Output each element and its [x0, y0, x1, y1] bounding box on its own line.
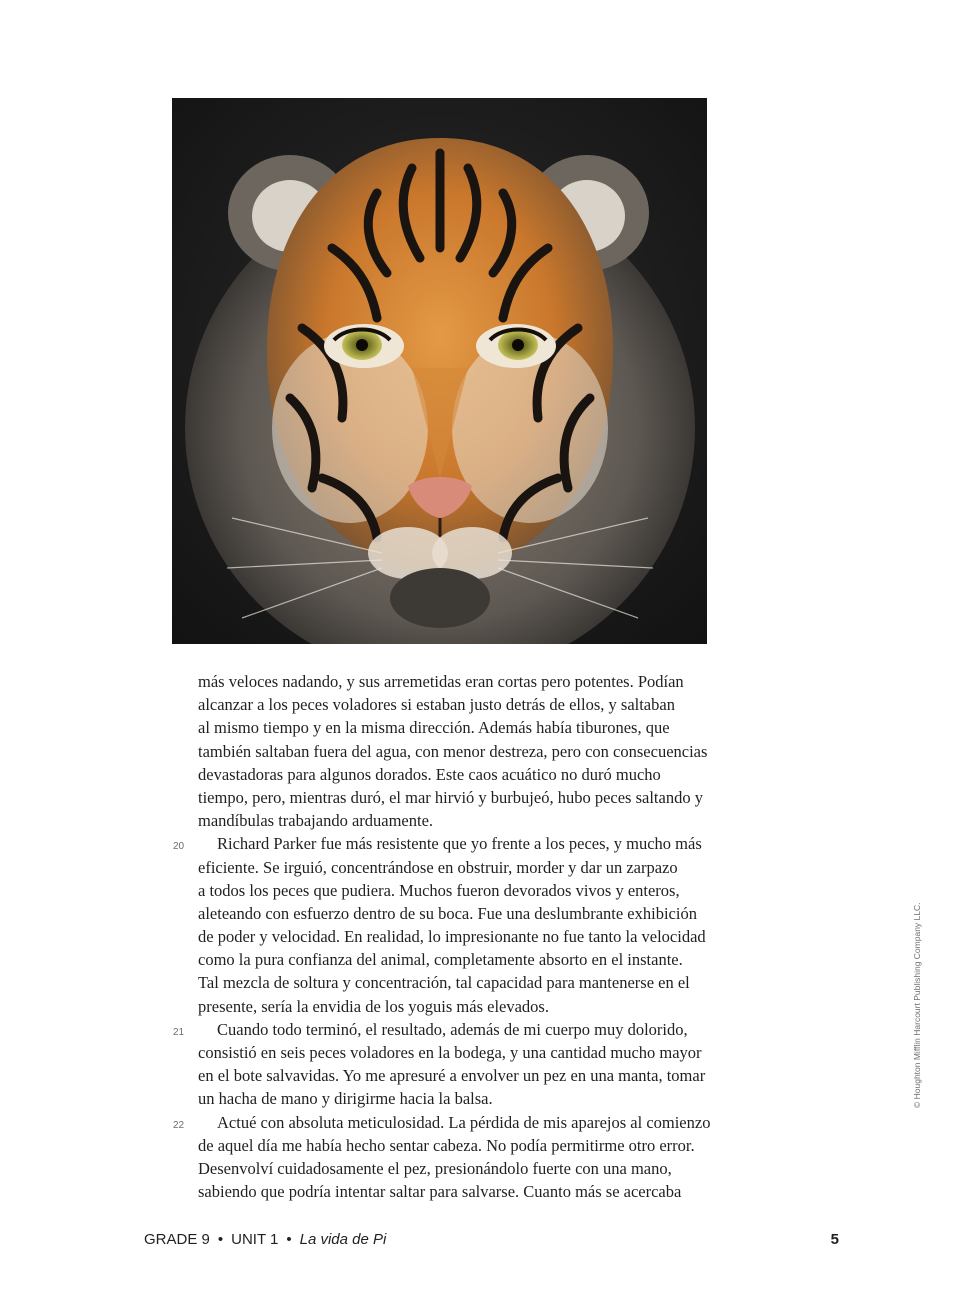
- body-text: [173, 670, 798, 1203]
- page-number: 5: [830, 1231, 839, 1248]
- text-line: [198, 948, 798, 971]
- text-line: [198, 856, 798, 879]
- text-line: [198, 925, 798, 948]
- line-text: más veloces nadando, y sus arremetidas eran cortas pero potentes. Podían: [198, 672, 684, 691]
- text-line: [198, 1041, 798, 1064]
- text-line: [198, 971, 798, 994]
- line-text: consistió en seis peces voladores en la bodega, y una cantidad mucho mayor: [198, 1043, 702, 1062]
- tiger-photo: [172, 98, 707, 644]
- line-text: tiempo, pero, mientras duró, el mar hirvió y burbujeó, hubo peces saltando y: [198, 787, 703, 807]
- text-line: [173, 1111, 798, 1134]
- footer-bullet-1: •: [217, 1231, 224, 1248]
- line-text: de poder y velocidad. En realidad, lo impresionante no fue tanto la velocidad: [198, 927, 706, 947]
- footer-bullet-2: •: [286, 1231, 292, 1248]
- line-text: al mismo tiempo y en la misma dirección. Además había tiburones, que: [198, 718, 670, 738]
- text-line: [198, 740, 798, 763]
- text-line: [198, 693, 798, 716]
- text-line: [198, 1087, 798, 1110]
- line-text: de aquel día me había hecho sentar cabeza. No podía permitirme otro error.: [198, 1135, 695, 1155]
- line-text: presente, sería la envidia de los yoguis más elevados.: [198, 996, 549, 1016]
- text-line: [198, 1157, 798, 1180]
- line-text: sabiendo que podría intentar saltar para salvarse. Cuanto más se acercaba: [198, 1182, 682, 1202]
- text-line: [173, 1018, 798, 1041]
- line-text: Richard Parker fue más resistente que yo frente a los peces, y mucho más: [217, 834, 702, 854]
- text-line: [198, 716, 798, 739]
- footer-title: La vida de Pi: [299, 1231, 387, 1248]
- tiger-face-illustration: [172, 98, 707, 644]
- line-text: a todos los peces que pudiera. Muchos fueron devorados vivos y enteros,: [198, 880, 680, 900]
- text-line: [198, 879, 798, 902]
- line-text: mandíbulas trabajando arduamente.: [198, 811, 434, 831]
- text-line: [198, 902, 798, 925]
- text-line: [198, 670, 798, 693]
- line-text: eficiente. Se irguió, concentrándose en obstruir, morder y dar un zarpazo: [198, 857, 678, 877]
- line-text: devastadoras para algunos dorados. Este caos acuático no duró mucho: [198, 764, 661, 784]
- line-text: un hacha de mano y dirigirme hacia la balsa.: [198, 1089, 493, 1109]
- footer-grade: GRADE 9: [144, 1231, 210, 1248]
- text-line: [198, 786, 798, 809]
- text-line: [173, 832, 798, 855]
- text-line: [198, 1134, 798, 1157]
- line-text: Actué con absoluta meticulosidad. La pérdida de mis aparejos al comienzo: [217, 1112, 711, 1132]
- page-footer: [144, 1231, 839, 1253]
- footer-unit: UNIT 1: [231, 1231, 279, 1248]
- line-text: Tal mezcla de soltura y concentración, tal capacidad para mantenerse en el: [198, 973, 690, 993]
- line-text: aleteando con esfuerzo dentro de su boca. Fue una deslumbrante exhibición: [198, 903, 697, 923]
- paragraph-number: 22: [173, 1119, 185, 1131]
- line-text: Cuando todo terminó, el resultado, además de mi cuerpo muy dolorido,: [217, 1019, 688, 1039]
- paragraph-number: 21: [173, 1026, 185, 1038]
- text-line: [198, 995, 798, 1018]
- footer-breadcrumb: [144, 1231, 386, 1248]
- text-line: [198, 809, 798, 832]
- line-text: como la pura confianza del animal, completamente absorto en el instante.: [198, 950, 683, 970]
- line-text: en el bote salvavidas. Yo me apresuré a envolver un pez en una manta, tomar: [198, 1066, 706, 1086]
- text-line: [198, 1064, 798, 1087]
- text-line: [198, 1180, 798, 1203]
- text-line: [198, 763, 798, 786]
- line-text: también saltaban fuera del agua, con menor destreza, pero con consecuencias: [198, 741, 708, 761]
- copyright-credit: © Houghton Mifflin Harcourt Publishing Company LLC.: [912, 902, 922, 1108]
- line-text: alcanzar a los peces voladores si estaban justo detrás de ellos, y saltaban: [198, 695, 675, 715]
- paragraph-number: 20: [173, 841, 185, 853]
- line-text: Desenvolví cuidadosamente el pez, presionándolo fuerte con una mano,: [198, 1158, 672, 1178]
